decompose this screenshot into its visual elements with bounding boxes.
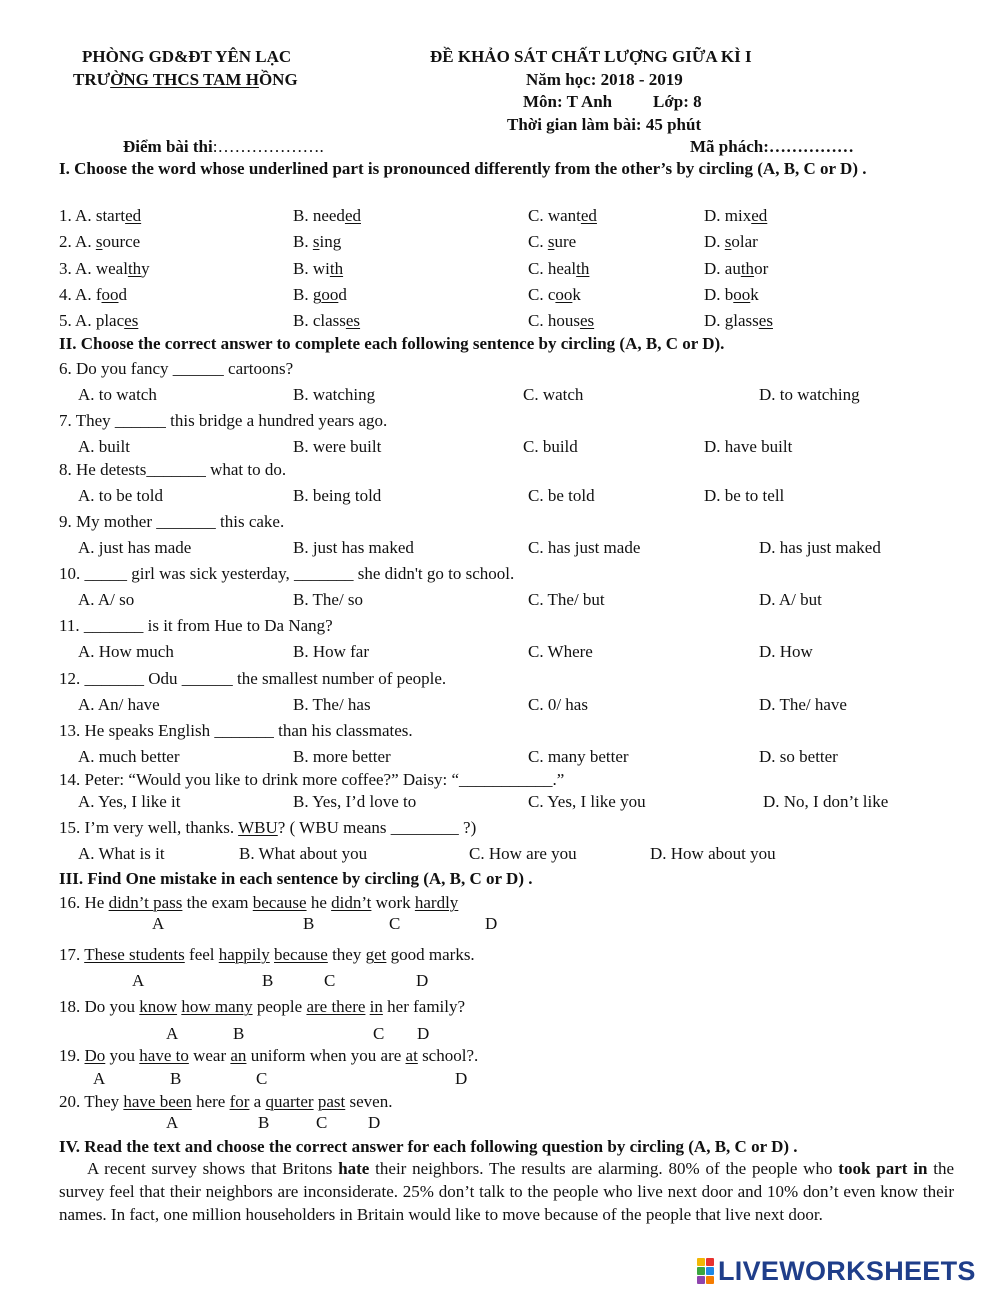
answer-option: B. Yes, I’d love to [293,792,417,811]
school-year: Năm học: 2018 - 2019 [526,70,683,89]
answer-option: D. No, I don’t like [763,792,889,811]
section-1-title: I. Choose the word whose underlined part is pronounced differently from the other’s by circling (A, B, C or D) . [59,159,867,178]
pronunciation-option [59,310,138,332]
marked-part: how many [181,997,253,1016]
choice-letter: B [258,1113,270,1132]
answer-option: C. Where [528,642,593,661]
subject: Môn: T Anh [523,92,613,111]
option-text: C. heal [528,259,577,278]
answer-option: A. A/ so [78,590,135,609]
question-term: WBU [238,818,278,837]
pronunciation-option [293,258,343,280]
answer-option: C. The/ but [528,590,605,609]
underlined-part: oo [321,285,339,304]
marked-part: are there [306,997,366,1016]
underlined-part: oo [101,285,119,304]
option-text: k [750,285,759,304]
sentence-text: he [306,893,332,912]
choice-letter: D [417,1024,430,1043]
answer-option: A. just has made [78,538,192,557]
choice-letter: D [416,971,429,990]
question-9: 9. My mother _______ this cake. [59,512,285,531]
answer-option: C. Yes, I like you [528,792,646,811]
choice-letter: A [166,1113,179,1132]
question-12: 12. _______ Odu ______ the smallest number of people. [59,669,447,688]
option-text: ing [319,232,342,251]
pronunciation-option [704,231,758,253]
answer-option: B. were built [293,437,382,456]
choice-letter: A [93,1069,106,1088]
sentence-text: good marks. [386,945,475,964]
question-14: 14. Peter: “Would you like to drink more coffee?” Daisy: “___________.” [59,770,565,789]
answer-option: A. to be told [78,486,163,505]
underlined-part: ed [344,206,361,225]
sentence-text: 20. They [59,1092,124,1111]
answer-option: D. A/ but [759,590,822,609]
question-13: 13. He speaks English _______ than his classmates. [59,721,413,740]
sentence-text: uniform when you are [246,1046,406,1065]
department-name: PHÒNG GD&ĐT YÊN LẠC [82,47,292,66]
pronunciation-option [293,205,361,227]
underlined-part: th [740,259,755,278]
sentence-text: the exam [182,893,253,912]
marked-part: didn’t pass [108,893,183,912]
exam-time: Thời gian làm bài: 45 phút [507,115,702,134]
sentence-text: wear [188,1046,231,1065]
answer-option: C. has just made [528,538,641,557]
answer-option: A. built [78,437,130,456]
choice-letter: C [316,1113,328,1132]
section-4-title: IV. Read the text and choose the correct answer for each following question by circling (A, B, C or D) . [59,1137,798,1156]
pronunciation-option [293,310,360,332]
question-8: 8. He detests_______ what to do. [59,460,287,479]
option-text: D. glass [704,311,759,330]
pronunciation-option [293,284,347,306]
answer-option: C. many better [528,747,629,766]
question-text: 15. I’m very well, thanks. [59,818,239,837]
option-text: B. wi [293,259,330,278]
answer-option: C. be told [528,486,595,505]
sentence-text: her family? [382,997,466,1016]
option-text: C. [528,232,548,251]
sentence-text: here [191,1092,230,1111]
choice-letter: A [166,1024,179,1043]
sentence-text: you [105,1046,140,1065]
option-text: C. want [528,206,581,225]
grade: Lớp: 8 [653,92,702,111]
pronunciation-option [704,284,759,306]
option-text: D. au [704,259,741,278]
marked-part: have been [123,1092,192,1111]
underlined-part: ed [125,206,142,225]
marked-part: an [230,1046,247,1065]
sentence-text: feel [184,945,219,964]
answer-option: D. has just maked [759,538,881,557]
answer-option: C. watch [523,385,584,404]
sentence-text: 19. [59,1046,85,1065]
option-text: B. [293,232,313,251]
option-text: 5. A. plac [59,311,125,330]
marked-part: hardly [414,893,459,912]
pronunciation-option [704,258,768,280]
underlined-part: ed [751,206,768,225]
underlined-part: es [345,311,361,330]
question-7: 7. They ______ this bridge a hundred years ago. [59,411,388,430]
option-text: C. c [528,285,556,304]
option-text: D. mix [704,206,752,225]
answer-option: B. watching [293,385,376,404]
marked-part: because [274,945,328,964]
underlined-part: th [329,259,344,278]
underlined-part: s [95,232,103,251]
sentence-text: they [327,945,366,964]
error-q18 [59,996,465,1018]
question-15 [59,817,476,839]
sentence-text: a [249,1092,266,1111]
sentence-text: 17. [59,945,85,964]
underlined-part: th [127,259,142,278]
logo-icon [697,1258,714,1284]
answer-option: D. be to tell [704,486,785,505]
underlined-part: s [724,232,732,251]
option-text: 2. A. [59,232,96,251]
pronunciation-option [59,231,140,253]
answer-option: D. to watching [759,385,860,404]
pronunciation-option [528,284,581,306]
pronunciation-option [59,258,150,280]
answer-option: C. How are you [469,844,577,863]
choice-letter: C [373,1024,385,1043]
option-text: d [338,285,347,304]
answer-option: A. Yes, I like it [78,792,181,811]
underlined-part: es [124,311,139,330]
answer-option: D. How [759,642,813,661]
school-name: TRƯỜNG THCS TAM HỒNG [73,70,298,89]
pronunciation-option [528,205,597,227]
answer-option: B. What about you [239,844,368,863]
option-text: olar [731,232,758,251]
question-text: ? ( WBU means ________ ?) [277,818,477,837]
exam-title: ĐỀ KHẢO SÁT CHẤT LƯỢNG GIỮA KÌ I [430,47,752,66]
underlined-part: oo [555,285,573,304]
pronunciation-option [293,231,341,253]
reading-passage: A recent survey shows that Britons hate their neighbors. The results are alarming. 80% of the people who took part in the survey feel that their neighbors are inconsiderate. 25% don’t talk to the people who live next door and 10% don’t even know their names. In fact, one million householders in Britain would like to move because of the people that live next door. [59,1159,954,1224]
answer-option: D. so better [759,747,838,766]
answer-option: B. The/ has [293,695,371,714]
marked-part: didn’t [331,893,372,912]
score-field: Điểm bài thi:………………. [123,137,324,156]
option-text: 3. A. weal [59,259,128,278]
option-text: or [754,259,769,278]
answer-option: B. just has maked [293,538,414,557]
pronunciation-option [704,205,767,227]
answer-option: D. have built [704,437,793,456]
option-text: ource [102,232,141,251]
choice-letter: B [262,971,274,990]
marked-part: in [369,997,383,1016]
option-text: 4. A. f [59,285,102,304]
option-text: B. g [293,285,322,304]
option-text: k [572,285,581,304]
marked-part: happily [218,945,270,964]
question-6: 6. Do you fancy ______ cartoons? [59,359,294,378]
answer-option: D. The/ have [759,695,847,714]
underlined-part: oo [733,285,751,304]
answer-option: D. How about you [650,844,776,863]
option-text: B. class [293,311,346,330]
underlined-part: th [576,259,590,278]
marked-part: get [365,945,387,964]
option-text: d [118,285,127,304]
answer-option: C. 0/ has [528,695,588,714]
option-text: D. [704,232,725,251]
pronunciation-option [528,231,576,253]
marked-part: know [139,997,178,1016]
option-text: B. need [293,206,345,225]
answer-option: A. much better [78,747,180,766]
underlined-part: ed [580,206,597,225]
pronunciation-option [59,205,141,227]
pronunciation-option [528,310,594,332]
sentence-text: people [252,997,307,1016]
answer-option: A. to watch [78,385,157,404]
logo-text: LIVEWORKSHEETS [718,1255,976,1286]
sentence-text: seven. [345,1092,393,1111]
underlined-part: es [579,311,595,330]
option-text: 1. A. start [59,206,126,225]
sentence-text: 16. He [59,893,109,912]
option-text: y [141,259,150,278]
answer-option: C. build [523,437,578,456]
pronunciation-option [528,258,589,280]
marked-part: quarter [265,1092,314,1111]
choice-letter: A [132,971,145,990]
choice-letter: D [368,1113,381,1132]
sentence-text: work [371,893,415,912]
marked-part: because [252,893,307,912]
exam-code-field: Mã phách:…………… [690,137,854,156]
answer-option: B. being told [293,486,382,505]
marked-part: Do [84,1046,106,1065]
answer-option: A. What is it [78,844,165,863]
option-text: ure [554,232,577,251]
choice-letter: D [455,1069,468,1088]
underlined-part: es [758,311,773,330]
choice-letter: D [485,914,498,933]
error-q20 [59,1091,392,1113]
answer-option: B. How far [293,642,370,661]
marked-part: These students [84,945,185,964]
error-q19 [59,1045,478,1067]
marked-part: have to [139,1046,189,1065]
pronunciation-option [704,310,773,332]
marked-part: for [229,1092,250,1111]
answer-option: B. The/ so [293,590,364,609]
section-2-title: II. Choose the correct answer to complete each following sentence by circling (A, B, C or D). [59,334,725,353]
answer-option: B. more better [293,747,391,766]
choice-letter: C [324,971,336,990]
pronunciation-option [59,284,127,306]
choice-letter: C [256,1069,268,1088]
question-11: 11. _______ is it from Hue to Da Nang? [59,616,333,635]
error-q17 [59,944,475,966]
choice-letter: A [152,914,165,933]
liveworksheets-logo [697,1256,976,1286]
choice-letter: B [233,1024,245,1043]
question-10: 10. _____ girl was sick yesterday, _______ she didn't go to school. [59,564,515,583]
underlined-part: s [547,232,555,251]
sentence-text: school?. [417,1046,479,1065]
choice-letter: B [303,914,315,933]
answer-option: A. An/ have [78,695,160,714]
section-3-title: III. Find One mistake in each sentence by circling (A, B, C or D) . [59,869,533,888]
answer-option: A. How much [78,642,174,661]
option-text: D. b [704,285,734,304]
marked-part: past [317,1092,346,1111]
choice-letter: C [389,914,401,933]
error-q16 [59,892,458,914]
sentence-text: 18. Do you [59,997,140,1016]
choice-letter: B [170,1069,182,1088]
option-text: C. hous [528,311,580,330]
underlined-part: s [312,232,320,251]
marked-part: at [405,1046,418,1065]
